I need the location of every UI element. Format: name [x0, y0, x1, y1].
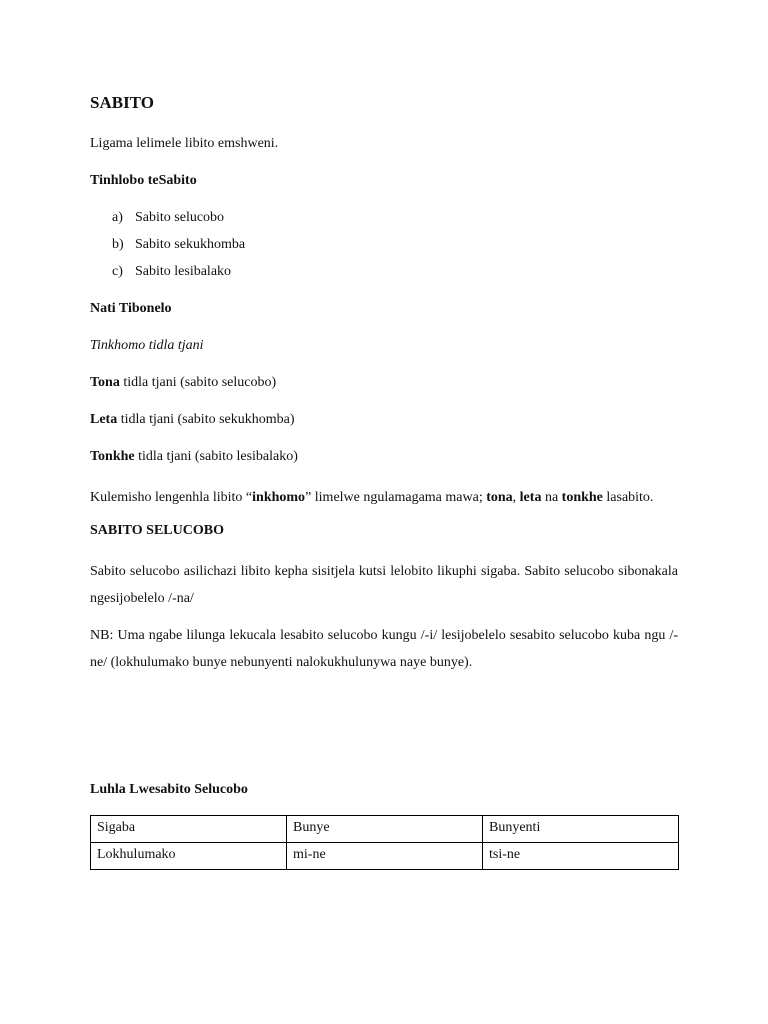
example-pronoun: Tonkhe — [90, 449, 135, 464]
types-heading: Tinhlobo teSabito — [90, 173, 197, 188]
explanation-bold: tona — [486, 490, 513, 505]
example-rest: tidla tjani (sabito selucobo) — [119, 375, 277, 390]
explanation-text: , — [512, 490, 520, 505]
table-header-cell: Sigaba — [91, 816, 287, 843]
page-title: SABITO — [90, 93, 154, 112]
note-paragraph: NB: Uma ngabe lilunga lekucala lesabito selucobo kungu /-i/ lesijobelelo sesabito selucobo kuba ngu /-ne/ (lokhulumako bunye nebunyenti nalokukhulunywa naye bunye). — [90, 628, 678, 670]
example-pronoun: Tona — [90, 375, 120, 390]
explanation-text: lasabito. — [602, 490, 654, 505]
list-marker: c) — [112, 264, 123, 279]
definition-text: Ligama lelimele libito emshweni. — [90, 136, 279, 151]
list-item — [90, 262, 678, 281]
explanation-text: ” limelwe ngulamagama mawa; — [305, 490, 487, 505]
explanation-text: Kulemisho lengenhla libito “ — [90, 490, 253, 505]
table-header-cell: Bunyenti — [483, 816, 679, 843]
explanation-bold: leta — [519, 490, 542, 505]
table-header-cell: Bunye — [287, 816, 483, 843]
table-header-row — [91, 816, 679, 843]
types-list — [90, 208, 678, 281]
example-sentence — [90, 373, 678, 392]
blank-space — [90, 676, 678, 780]
explanation-text: na — [541, 490, 562, 505]
example-rest: tidla tjani (sabito sekukhomba) — [117, 412, 295, 427]
table-heading: Luhla Lwesabito Selucobo — [90, 782, 248, 797]
table-cell: mi-ne — [287, 843, 483, 870]
example-sentence — [90, 410, 678, 429]
table-cell: tsi-ne — [483, 843, 679, 870]
example-sentence — [90, 447, 678, 466]
table-row — [91, 843, 679, 870]
list-item-text: Sabito selucobo — [135, 210, 225, 225]
examples-heading: Nati Tibonelo — [90, 301, 172, 316]
explanation-bold: inkhomo — [252, 490, 306, 505]
table-cell: Lokhulumako — [91, 843, 287, 870]
list-item — [90, 235, 678, 254]
document-content — [90, 92, 678, 870]
list-marker: a) — [112, 210, 123, 225]
list-item-text: Sabito lesibalako — [135, 264, 232, 279]
example-pronoun: Leta — [90, 412, 118, 427]
section-paragraph: Sabito selucobo asilichazi libito kepha sisitjela kutsi lelobito likuphi sigaba. Sabito selucobo sibonakala ngesijobelelo /-na/ — [90, 564, 678, 606]
list-marker: b) — [112, 237, 124, 252]
explanation-paragraph — [90, 484, 678, 511]
example-rest: tidla tjani (sabito lesibalako) — [134, 449, 298, 464]
list-item-text: Sabito sekukhomba — [135, 237, 246, 252]
section-heading: SABITO SELUCOBO — [90, 523, 224, 538]
list-item — [90, 208, 678, 227]
example-base-sentence: Tinkhomo tidla tjani — [90, 338, 204, 353]
pronoun-table — [90, 815, 679, 870]
explanation-bold: tonkhe — [561, 490, 603, 505]
